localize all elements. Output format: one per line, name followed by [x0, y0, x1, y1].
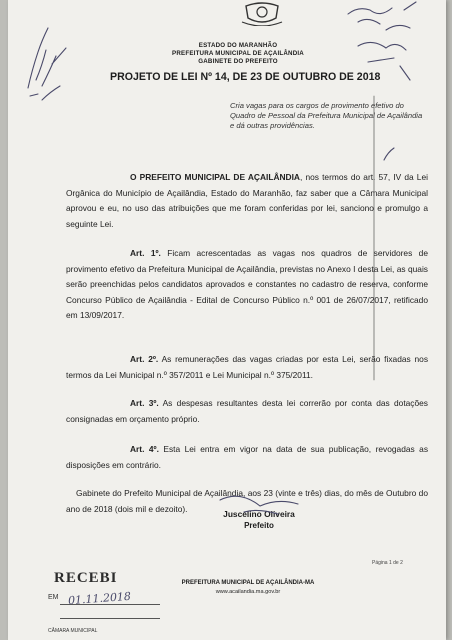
closing-paragraph: Gabinete do Prefeito Municipal de Açailândia, aos 23 (vinte e três) dias, do mês de Outubro do ano de 2018 (dois mil e dezoito).: [66, 488, 428, 514]
signature-scribble: [220, 496, 298, 514]
article-label: Art. 1º.: [130, 248, 161, 258]
article-label: Art. 4º.: [130, 444, 159, 454]
article-label: Art. 3º.: [130, 398, 159, 408]
footer-site: www.acailandia.ma.gov.br: [215, 589, 281, 595]
stamp-footer: CÂMARA MUNICIPAL: [48, 628, 98, 634]
article-label: Art. 2º.: [130, 354, 159, 364]
margin-scrawl-mark: [30, 86, 60, 100]
received-stamp: RECEBI: [54, 570, 118, 586]
article-text: Ficam acrescentadas as vagas nos quadros de servidores de provimento efetivo da Prefeitura Municipal de Açailândia, previstas no Anexo I desta Lei, as quais serão preenchidas pelos candidatos aprovados e constantes no cadastro de reserva, conforme Concurso Público de Açailândia - Edital de Concurso Público n.º 001 de 26/07/2017, retificado em 13/09/2017.: [66, 248, 428, 321]
page-number: Página 1 de 2: [372, 560, 403, 566]
header-office: GABINETE DO PREFEITO: [198, 58, 278, 65]
corner-scrawl-mark: [348, 2, 416, 30]
article-text: Esta Lei entra em vigor na data de sua publicação, revogadas as disposições em contrário.: [66, 444, 429, 470]
preamble-text: , nos termos do art. 57, IV da Lei Orgânica do Município de Açailândia, Estado do Maranhão, faz saber que a Câmara Municipal aprovou e eu, no uso das atribuições que me foram conferidas por lei, sanciono e promulgo a seguinte Lei.: [66, 172, 428, 229]
header-city-hall: PREFEITURA MUNICIPAL DE AÇAILÂNDIA: [172, 50, 304, 57]
stamp-prefix: EM: [48, 594, 59, 601]
preamble-lead: O PREFEITO MUNICIPAL DE AÇAILÂNDIA: [130, 172, 300, 182]
margin-scrawl-mark: [28, 28, 66, 88]
article-text: As remunerações das vagas criadas por esta Lei, serão fixadas nos termos da Lei Municipal n.º 357/2011 e Lei Municipal n.º 375/2011.: [66, 354, 429, 380]
stamp-handwritten-date: 01.11.2018: [67, 589, 132, 608]
signatory-role: Prefeito: [244, 521, 274, 530]
document-title: PROJETO DE LEI Nº 14, DE 23 DE OUTUBRO DE 2018: [110, 71, 381, 83]
margin-tick-mark: [384, 148, 394, 160]
article-text: As despesas resultantes desta lei correrão por conta das dotações consignadas em orçamento próprio.: [66, 398, 428, 424]
footer-org: PREFEITURA MUNICIPAL DE AÇAILÂNDIA-MA: [181, 580, 315, 586]
corner-scrawl-mark: [358, 42, 410, 80]
handwritten-annotations: [8, 0, 446, 640]
signatory-name: Juscelino Oliveira: [223, 509, 295, 519]
ementa: Cria vagas para os cargos de provimento efetivo do Quadro de Pessoal da Prefeitura Municipal de Açailândia e dá outras providências.: [230, 101, 423, 130]
header-state: ESTADO DO MARANHÃO: [198, 42, 278, 49]
document-page: [8, 0, 446, 640]
